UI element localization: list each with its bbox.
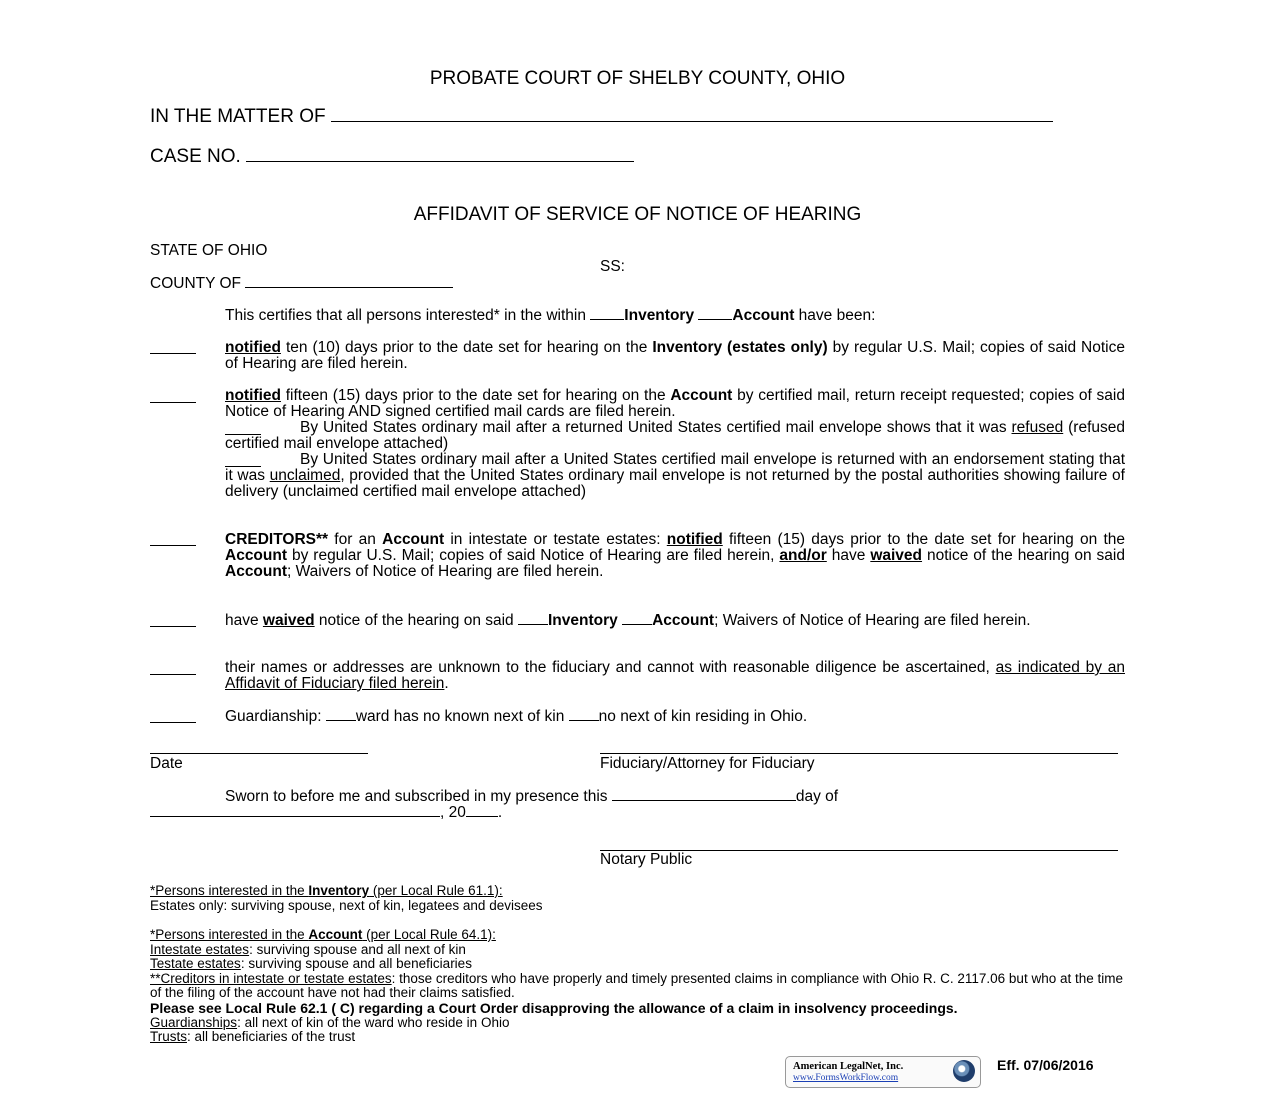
- item2-sub2-text: By United States ordinary mail after a United States certified mail envelope is returned with an endorsement stating that it was unclaimed, provided that the United States ordinary mail envelope is not returned by the postal authorities showing failure of delivery (unclaimed certified mail envelope attached): [225, 451, 1125, 500]
- intro-account-check[interactable]: [698, 307, 732, 320]
- fiduciary-label: Fiduciary/Attorney for Fiduciary: [600, 755, 815, 772]
- notes-please-see: Please see Local Rule 62.1 ( C) regarding a Court Order disapproving the allowance of a claim in insolvency proceedings.: [150, 999, 958, 1016]
- venue-county-line: [150, 275, 453, 292]
- guardianship-opt1-check[interactable]: [326, 708, 356, 721]
- date-label: Date: [150, 755, 183, 772]
- sworn-year-blank[interactable]: [466, 804, 498, 817]
- item4-account-check[interactable]: [622, 612, 652, 625]
- fiduciary-signature-line[interactable]: [600, 753, 1118, 754]
- sworn-month-blank[interactable]: [150, 804, 440, 817]
- matter-line: [150, 106, 1053, 128]
- sworn-line: Sworn to before me and subscribed in my presence this day of: [225, 788, 839, 805]
- court-heading: PROBATE COURT OF SHELBY COUNTY, OHIO: [429, 68, 846, 89]
- notes-inventory: [150, 884, 1125, 913]
- venue-ss: SS:: [600, 258, 625, 275]
- intro-inventory: Inventory: [624, 307, 695, 324]
- item2-sub1-text: By United States ordinary mail after a returned United States certified mail envelope shows that it was refused (refused certified mail envelope attached): [225, 419, 1125, 452]
- guardianship-opt2-check[interactable]: [569, 708, 599, 721]
- item2-checkbox[interactable]: [150, 402, 196, 403]
- intro-line: [225, 307, 875, 324]
- item3-checkbox[interactable]: [150, 545, 196, 546]
- county-blank[interactable]: [245, 275, 453, 288]
- intro-inventory-check[interactable]: [590, 307, 624, 320]
- effective-date: Eff. 07/06/2016: [997, 1057, 1094, 1073]
- sworn-day-blank[interactable]: [612, 788, 796, 801]
- notes-account-heading: *Persons interested in the Account (per Local Rule 64.1):: [150, 927, 496, 942]
- item4-text: have waived notice of the hearing on said Inventory Account; Waivers of Notice of Hearing are filed herein.: [225, 612, 1031, 629]
- matter-blank[interactable]: [331, 107, 1053, 122]
- item4-checkbox[interactable]: [150, 626, 196, 627]
- intro-post: have been:: [794, 307, 876, 324]
- item5-checkbox[interactable]: [150, 674, 196, 675]
- notes-testate: Testate estates: surviving spouse and all beneficiaries: [150, 956, 472, 972]
- notes-trusts: Trusts: all beneficiaries of the trust: [150, 1029, 356, 1045]
- item5-text: their names or addresses are unknown to the fiduciary and cannot with reasonable diligence be ascertained, as indicated by an Affidavit of Fiduciary filed herein.: [225, 659, 1125, 692]
- item2-text: notified fifteen (15) days prior to the date set for hearing on the Account by certified mail, return receipt requested; copies of said Notice of Hearing AND signed certified mail cards are filed herein.: [225, 387, 1125, 420]
- form-title: AFFIDAVIT OF SERVICE OF NOTICE OF HEARING: [413, 204, 862, 225]
- item4-inventory-check[interactable]: [518, 612, 548, 625]
- globe-icon: [953, 1060, 975, 1082]
- item1-checkbox[interactable]: [150, 353, 196, 354]
- legalnet-logo[interactable]: [785, 1056, 981, 1088]
- notes-intestate: Intestate estates: surviving spouse and all next of kin: [150, 941, 466, 957]
- venue-state: STATE OF OHIO: [150, 242, 268, 259]
- case-number-blank[interactable]: [246, 147, 634, 162]
- item6-text: Guardianship: ward has no known next of kin no next of kin residing in Ohio.: [225, 708, 808, 725]
- item1-text: notified ten (10) days prior to the date set for hearing on the Inventory (estates only) by regular U.S. Mail; copies of said Notice of Hearing are filed herein.: [225, 339, 1125, 372]
- matter-label: IN THE MATTER OF: [150, 106, 326, 127]
- notary-label: Notary Public: [600, 851, 693, 868]
- logo-company: American LegalNet, Inc.: [793, 1061, 904, 1072]
- venue-county-label: COUNTY OF: [150, 275, 241, 292]
- item3-text: CREDITORS** for an Account in intestate or testate estates: notified fifteen (15) days prior to the date set for hearing on the Account by regular U.S. Mail; copies of said Notice of Hearing are filed herein, and/or have waived notice of the hearing on said Account; Waivers of Notice of Hearing are filed herein.: [225, 531, 1125, 580]
- item6-checkbox[interactable]: [150, 722, 196, 723]
- notes-inventory-heading: *Persons interested in the Inventory (per Local Rule 61.1):: [150, 883, 503, 898]
- intro-text: This certifies that all persons interested* in the within: [225, 307, 591, 324]
- logo-url[interactable]: www.FormsWorkFlow.com: [793, 1073, 899, 1083]
- notes-guardianships: Guardianships: all next of kin of the ward who reside in Ohio: [150, 1014, 510, 1030]
- intro-account: Account: [732, 307, 795, 324]
- notes-creditors: **Creditors in intestate or testate estates: those creditors who have properly and timely presented claims in compliance with Ohio R. C. 2117.06 but who at the time of the filing of the account have not had their claims satisfied.: [150, 970, 1123, 1001]
- date-signature-line[interactable]: [150, 753, 368, 754]
- notes-account: [150, 928, 1125, 1045]
- sworn-date-line: , 20 .: [150, 804, 502, 821]
- case-line: [150, 146, 634, 168]
- case-label: CASE NO.: [150, 146, 241, 167]
- notes-inventory-text: Estates only: surviving spouse, next of kin, legatees and devisees: [150, 897, 543, 913]
